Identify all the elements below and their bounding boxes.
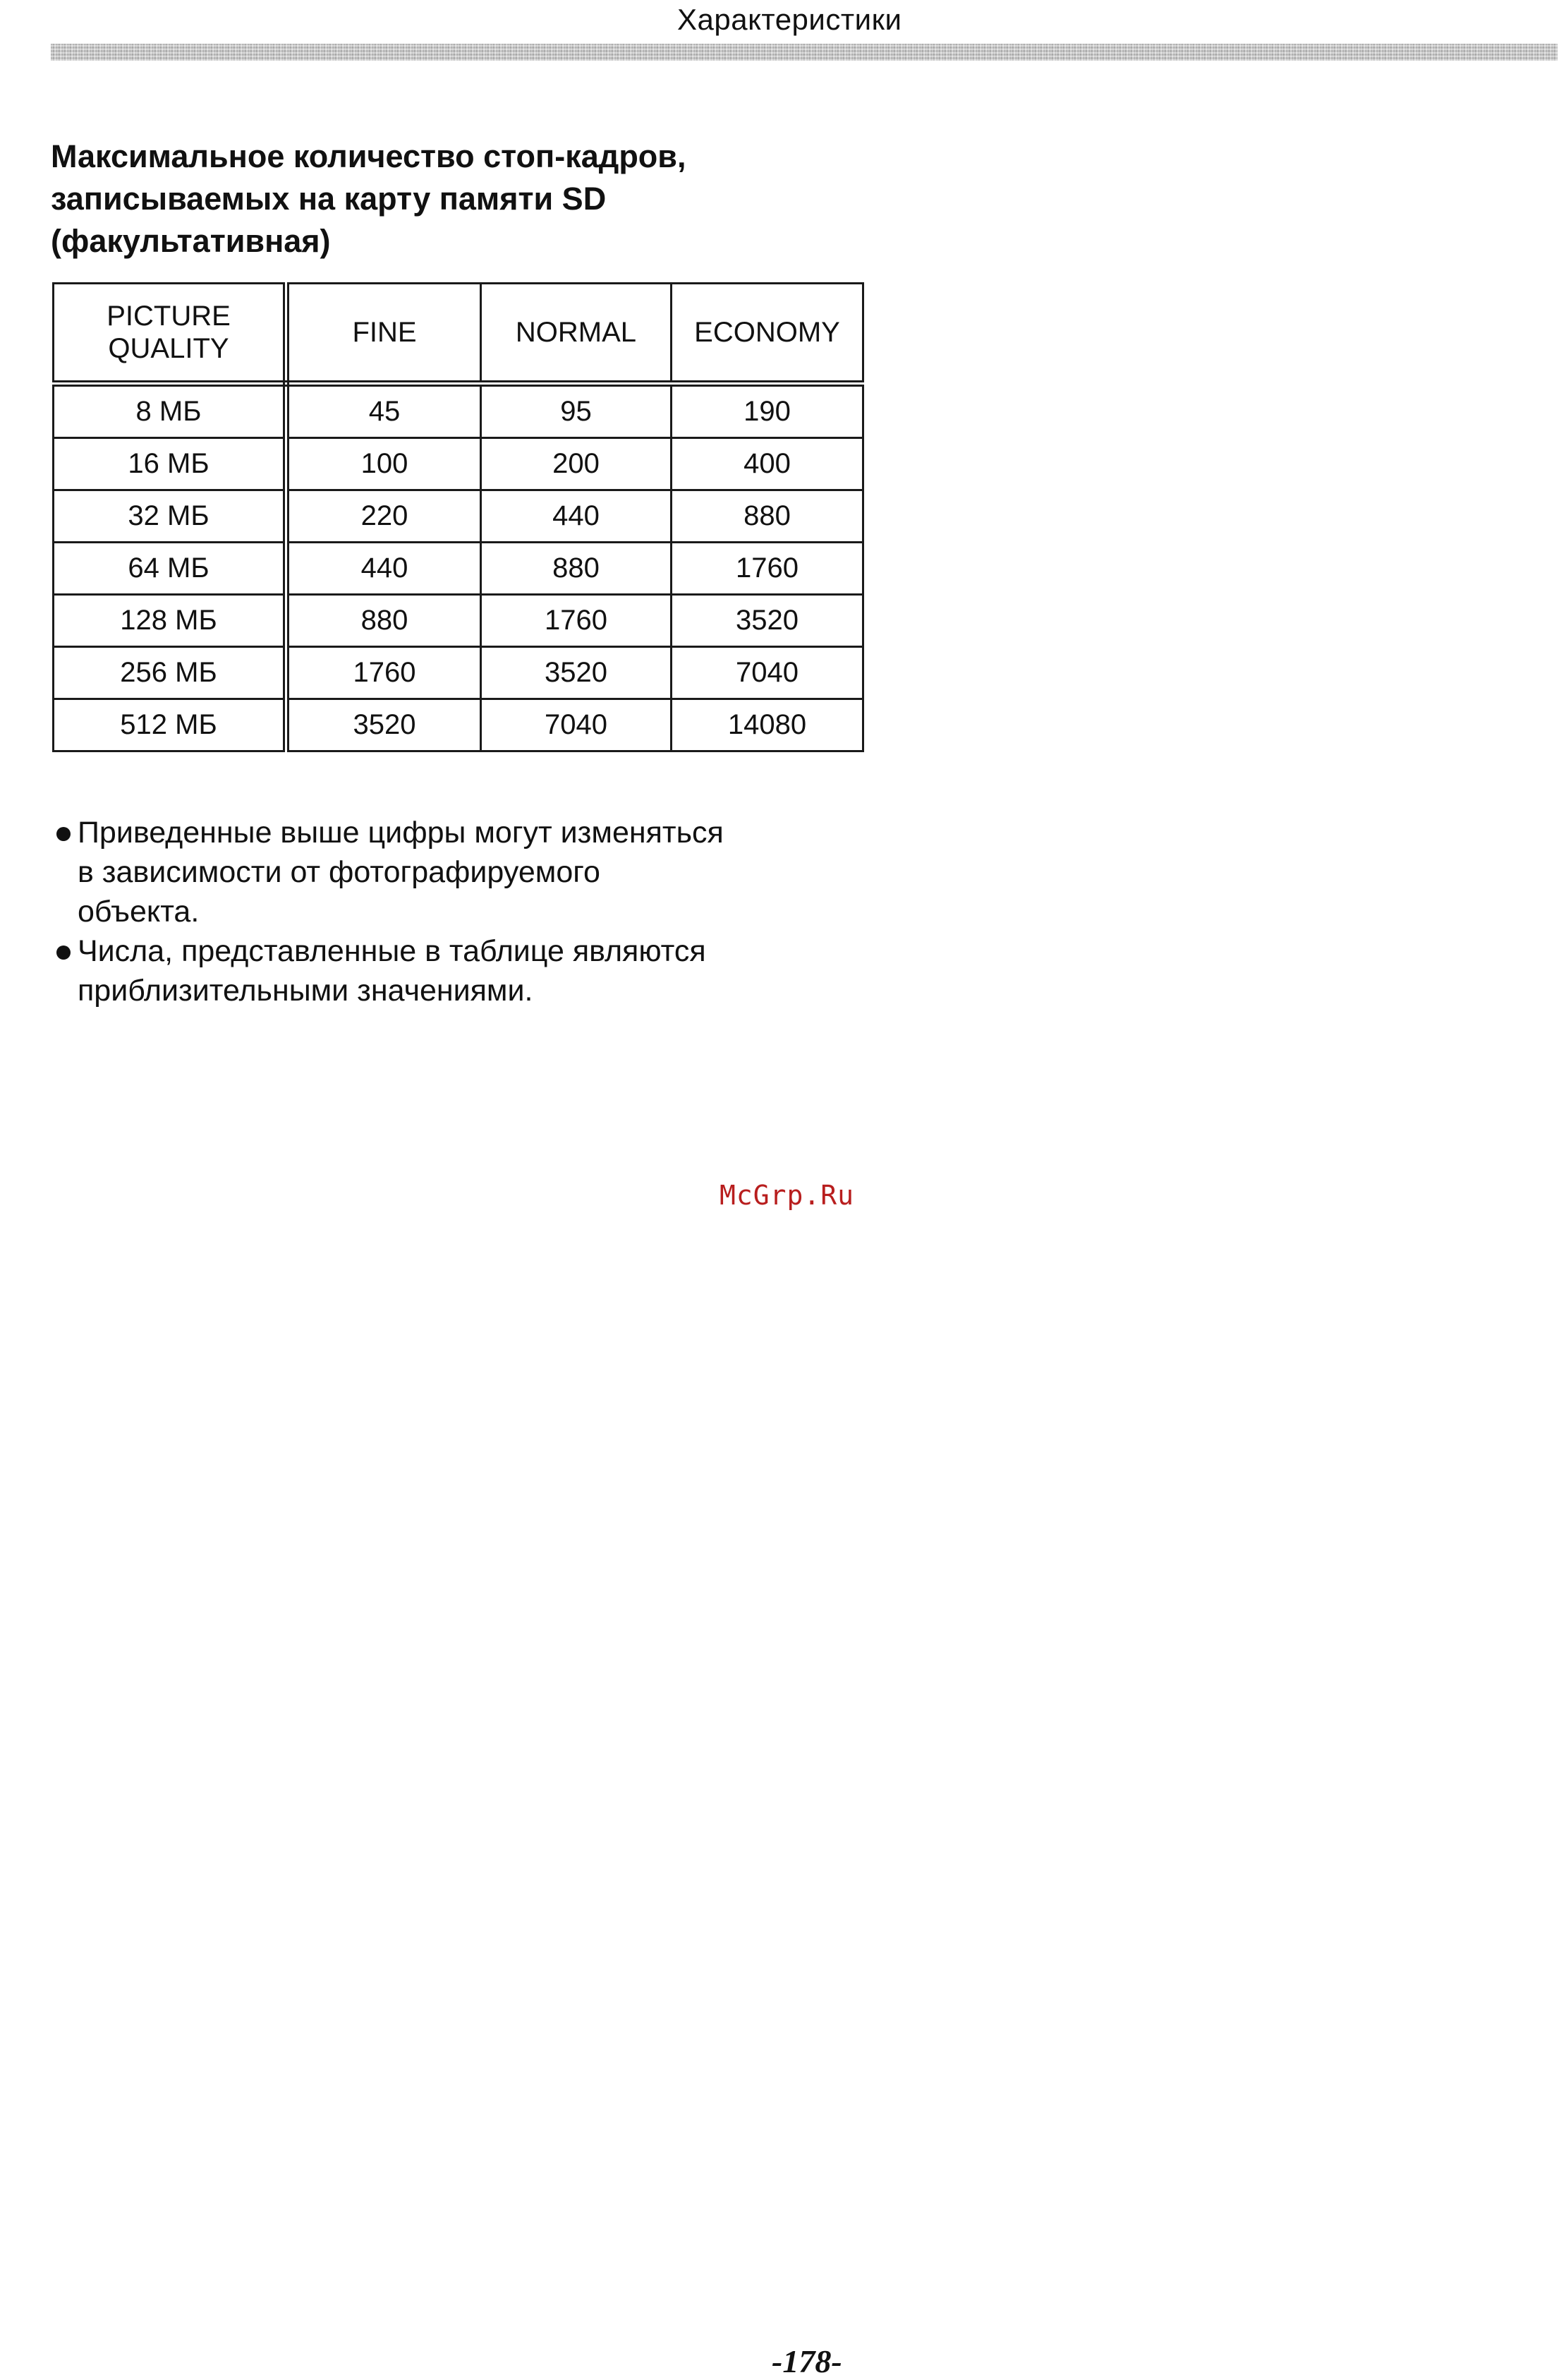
capacity-table-container [52, 282, 862, 752]
section-title-line: записываемых на карту памяти SD [51, 181, 607, 217]
cell-economy: 190 [672, 384, 863, 438]
table-row [54, 543, 863, 595]
cell-economy: 3520 [672, 595, 863, 647]
cell-normal: 7040 [481, 699, 672, 751]
cell-fine: 100 [286, 438, 481, 490]
cell-economy: 400 [672, 438, 863, 490]
note-line: объекта. [78, 895, 200, 929]
cell-fine: 220 [286, 490, 481, 543]
note-item [54, 813, 900, 931]
cell-normal: 95 [481, 384, 672, 438]
header-picture-quality-line2: QUALITY [108, 333, 229, 364]
cell-card-size: 256 МБ [54, 647, 286, 699]
cell-economy: 880 [672, 490, 863, 543]
header-normal: NORMAL [481, 284, 672, 384]
note-line: Приведенные выше цифры могут изменяться [78, 816, 724, 850]
header-picture-quality-line1: PICTURE [107, 301, 231, 332]
capacity-table [52, 282, 864, 752]
cell-fine: 3520 [286, 699, 481, 751]
cell-normal: 880 [481, 543, 672, 595]
cell-normal: 440 [481, 490, 672, 543]
table-row [54, 384, 863, 438]
header-fine: FINE [286, 284, 481, 384]
cell-economy: 14080 [672, 699, 863, 751]
cell-normal: 200 [481, 438, 672, 490]
note-line: в зависимости от фотографируемого [78, 855, 600, 889]
cell-fine: 880 [286, 595, 481, 647]
page-number: -178- [772, 2343, 842, 2379]
table-header-row [54, 284, 863, 384]
header-picture-quality [54, 284, 286, 384]
cell-fine: 45 [286, 384, 481, 438]
cell-normal: 1760 [481, 595, 672, 647]
bullet-icon [56, 827, 71, 841]
cell-card-size: 32 МБ [54, 490, 286, 543]
table-row [54, 490, 863, 543]
cell-normal: 3520 [481, 647, 672, 699]
section-title-line: (факультативная) [51, 223, 331, 259]
cell-card-size: 512 МБ [54, 699, 286, 751]
table-row [54, 595, 863, 647]
cell-fine: 440 [286, 543, 481, 595]
bullet-icon [56, 946, 71, 960]
header-economy: ECONOMY [672, 284, 863, 384]
note-line: Числа, представленные в таблице являются [78, 934, 706, 968]
page-header-title: Характеристики [677, 3, 902, 36]
cell-card-size: 8 МБ [54, 384, 286, 438]
section-title [51, 135, 897, 262]
cell-card-size: 128 МБ [54, 595, 286, 647]
cell-fine: 1760 [286, 647, 481, 699]
watermark-link[interactable]: McGrp.Ru [720, 1180, 855, 1211]
table-row [54, 647, 863, 699]
header-rule [51, 44, 1558, 61]
cell-economy: 1760 [672, 543, 863, 595]
notes-list [54, 813, 900, 1010]
cell-economy: 7040 [672, 647, 863, 699]
cell-card-size: 64 МБ [54, 543, 286, 595]
cell-card-size: 16 МБ [54, 438, 286, 490]
note-item [54, 931, 900, 1010]
note-line: приблизительными значениями. [78, 974, 533, 1008]
section-title-line: Максимальное количество стоп-кадров, [51, 138, 686, 174]
table-row [54, 699, 863, 751]
table-row [54, 438, 863, 490]
